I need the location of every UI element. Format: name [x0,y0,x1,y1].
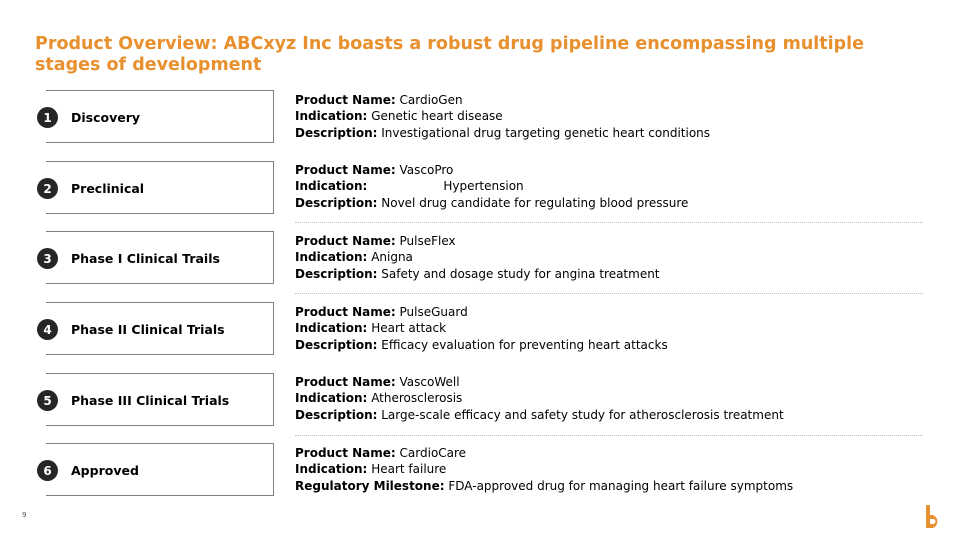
product-label: Product Name: [295,234,396,248]
indication-label: Indication: [295,250,368,264]
indication-row [295,108,925,124]
description-row [295,337,925,353]
page-title: Product Overview: ABCxyz Inc boasts a robust drug pipeline encompassing multiple stages of development [35,34,865,75]
indication-value: Genetic heart disease [371,109,503,123]
product-name: CardioCare [399,446,467,460]
description-row [295,125,925,141]
product-label: Product Name: [295,163,396,177]
stage-number-badge-5: 5 [37,390,58,411]
description-label: Description: [295,267,378,281]
stage-info-6 [295,445,925,494]
description-value: FDA-approved drug for managing heart failure symptoms [448,479,794,493]
indication-row [295,178,925,194]
description-label: Regulatory Milestone: [295,479,445,493]
product-row [295,92,925,108]
product-name: PulseGuard [399,305,468,319]
indication-value: Anigna [371,250,413,264]
stage-label-5: Phase III Clinical Trials [71,393,230,408]
separator-line [295,293,923,294]
product-row [295,445,925,461]
product-label: Product Name: [295,93,396,107]
indication-row [295,249,925,265]
brand-logo-icon [924,504,944,528]
description-row [295,266,925,282]
product-label: Product Name: [295,305,396,319]
indication-label: Indication: [295,109,368,123]
stage-label-4: Phase II Clinical Trials [71,322,225,337]
separator-line [295,222,923,223]
product-name: VascoPro [399,163,454,177]
description-value: Novel drug candidate for regulating blood pressure [381,196,689,210]
product-row [295,304,925,320]
indication-row [295,461,925,477]
description-row [295,478,925,494]
separator-line [295,435,923,436]
stage-label-3: Phase I Clinical Trails [71,251,220,266]
product-name: PulseFlex [399,234,456,248]
stage-info-2 [295,162,925,211]
indication-row [295,320,925,336]
stage-info-5 [295,374,925,423]
product-row [295,374,925,390]
description-value: Large-scale efficacy and safety study for atherosclerosis treatment [381,408,784,422]
product-row [295,162,925,178]
stage-info-3 [295,233,925,282]
indication-label: Indication: [295,391,368,405]
description-row [295,195,925,211]
indication-row [295,390,925,406]
stage-label-1: Discovery [71,110,141,125]
stage-label-2: Preclinical [71,181,145,196]
stage-number-badge-4: 4 [37,319,58,340]
stage-number-badge-2: 2 [37,178,58,199]
description-label: Description: [295,408,378,422]
indication-label: Indication: [295,462,368,476]
indication-value: Atherosclerosis [371,391,463,405]
product-name: CardioGen [399,93,463,107]
description-label: Description: [295,196,378,210]
description-value: Safety and dosage study for angina treatment [381,267,660,281]
product-row [295,233,925,249]
product-label: Product Name: [295,446,396,460]
indication-value: Hypertension [443,179,524,193]
indication-value: Heart failure [371,462,447,476]
stage-number-badge-3: 3 [37,248,58,269]
stage-info-4 [295,304,925,353]
stage-number-badge-1: 1 [37,107,58,128]
product-name: VascoWell [399,375,460,389]
description-label: Description: [295,338,378,352]
description-row [295,407,925,423]
description-label: Description: [295,126,378,140]
product-label: Product Name: [295,375,396,389]
description-value: Efficacy evaluation for preventing heart attacks [381,338,668,352]
indication-value: Heart attack [371,321,447,335]
stage-number-badge-6: 6 [37,460,58,481]
indication-label: Indication: [295,179,368,193]
indication-label: Indication: [295,321,368,335]
description-value: Investigational drug targeting genetic heart conditions [381,126,711,140]
stage-info-1 [295,92,925,141]
stage-label-6: Approved [71,463,139,478]
page-number: 9 [22,511,27,519]
